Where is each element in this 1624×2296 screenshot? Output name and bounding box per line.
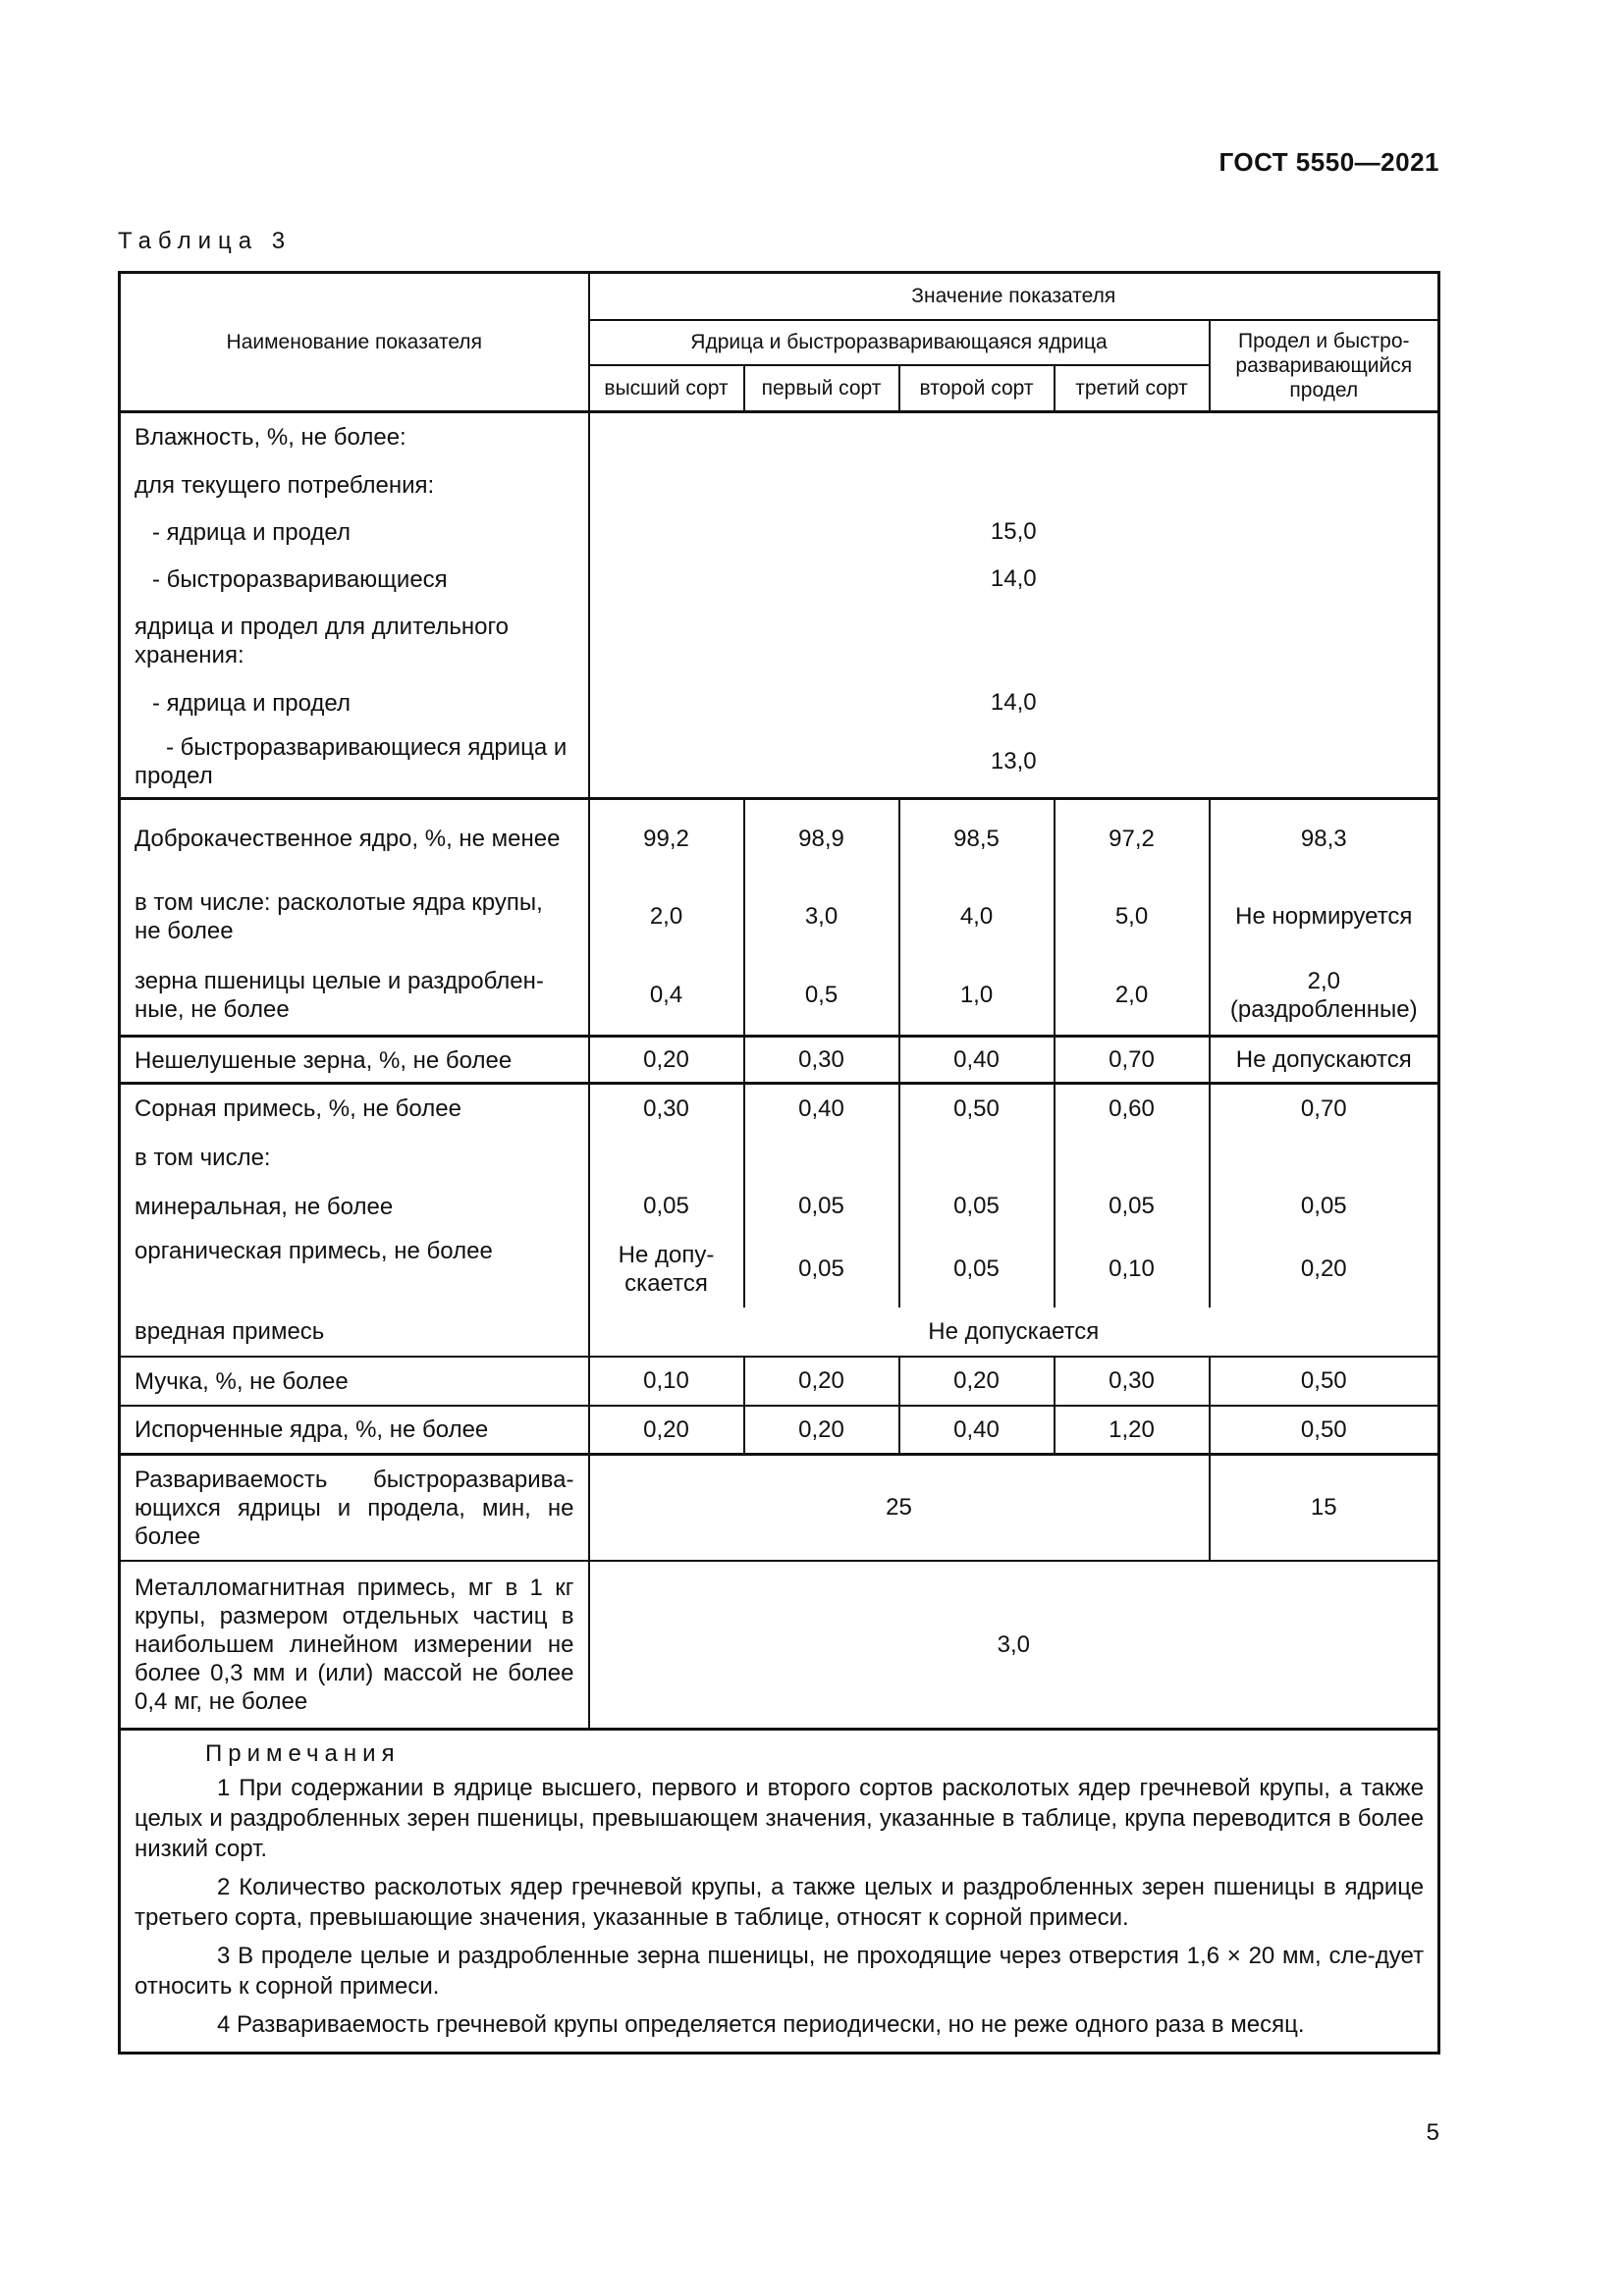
good-kernel-label: Доброкачественное ядро, %, не менее [120, 799, 589, 878]
flour-value-4: 0,30 [1055, 1357, 1210, 1406]
notes-section [120, 1730, 1439, 2054]
good-kernel-value-1: 99,2 [589, 799, 744, 878]
unhusked-value-1: 0,20 [589, 1037, 744, 1084]
flour-value-3: 0,20 [899, 1357, 1055, 1406]
unhusked-value-3: 0,40 [899, 1037, 1055, 1084]
organic-value-4: 0,10 [1055, 1231, 1210, 1308]
unhusked-label: Нешелушеные зерна, %, не более [120, 1037, 589, 1084]
metal-value: 3,0 [589, 1561, 1439, 1730]
spoiled-value-4: 1,20 [1055, 1406, 1210, 1455]
table-caption: Таблица 3 [118, 228, 293, 254]
moisture-title: Влажность, %, не более: [120, 412, 589, 461]
wheat-grain-value-1: 0,4 [589, 956, 744, 1037]
col-header-prodel [1210, 320, 1439, 412]
note-3: 3 В проделе целые и раздробленные зерна пшеницы, не проходящие через отверстия 1,6 × 20 мм, сле-дует относить к сорной примеси. [135, 1943, 1425, 2000]
col-header-grade-1: высший сорт [589, 365, 744, 412]
harmful-label: вредная примесь [120, 1308, 589, 1357]
wheat-grain-value-5 [1210, 956, 1439, 1037]
mineral-value-5: 0,05 [1210, 1182, 1439, 1231]
note-4: 4 Развариваемость гречневой крупы определяется периодически, но не реже одного раза в месяц. [217, 2011, 1305, 2038]
moisture-longterm-kernel-value: 14,0 [589, 679, 1439, 726]
flour-value-1: 0,10 [589, 1357, 744, 1406]
unhusked-value-5: Не допускаются [1210, 1037, 1439, 1084]
moisture-current-kernel-value: 15,0 [589, 508, 1439, 556]
flour-label: Мучка, %, не более [120, 1357, 589, 1406]
mineral-value-2: 0,05 [744, 1182, 899, 1231]
boilability-prodel-value: 15 [1210, 1455, 1439, 1561]
page-number: 5 [1426, 2119, 1439, 2146]
moisture-longterm-quick-label [120, 726, 589, 799]
organic-value-1 [589, 1231, 744, 1308]
mineral-value-3: 0,05 [899, 1182, 1055, 1231]
moisture-current-label: для текущего потребления: [120, 461, 589, 508]
boilability-kernel-value: 25 [589, 1455, 1210, 1561]
col-header-prodel-text: Продел и быстро- разваривающийся продел [1235, 329, 1413, 401]
notes-title: Примечания [205, 1740, 401, 1767]
good-kernel-value-2: 98,9 [744, 799, 899, 878]
col-header-grade-3: второй сорт [899, 365, 1055, 412]
flour-value-5: 0,50 [1210, 1357, 1439, 1406]
wheat-grain-value-4: 2,0 [1055, 956, 1210, 1037]
col-header-grade-2: первый сорт [744, 365, 899, 412]
spoiled-label: Испорченные ядра, %, не более [120, 1406, 589, 1455]
moisture-longterm-quick-text: - быстроразваривающиеся ядрица и продел [135, 734, 568, 790]
split-kernel-value-2: 3,0 [744, 878, 899, 956]
spoiled-value-5: 0,50 [1210, 1406, 1439, 1455]
col-header-kernel: Ядрица и быстроразваривающаяся ядрица [589, 320, 1210, 365]
split-kernel-value-1: 2,0 [589, 878, 744, 956]
wheat-grain-value-2: 0,5 [744, 956, 899, 1037]
boilability-label: Развариваемость быстроразварива-ющихся ядрицы и продела, мин, не более [120, 1455, 589, 1561]
wheat-grain-value-5-text: 2,0 (раздробленные) [1229, 967, 1418, 1023]
split-kernel-label: в том числе: расколотые ядра крупы, не более [120, 878, 589, 956]
moisture-longterm-label: ядрица и продел для длительного хранения: [120, 603, 589, 679]
moisture-longterm-quick-value: 13,0 [589, 726, 1439, 799]
col-header-grade-4: третий сорт [1055, 365, 1210, 412]
organic-value-1-text: Не допу- скается [618, 1241, 715, 1297]
spoiled-value-1: 0,20 [589, 1406, 744, 1455]
moisture-current-quick-value: 14,0 [589, 556, 1439, 603]
spoiled-value-3: 0,40 [899, 1406, 1055, 1455]
moisture-current-quick-label: - быстроразваривающиеся [120, 556, 589, 603]
good-kernel-value-5: 98,3 [1210, 799, 1439, 878]
note-2: 2 Количество расколотых ядер гречневой крупы, а также целых и раздробленных зерен пшеницы в ядрице третьего сорта, превышающие значения, указанные в таблице, относят к сорной примеси. [135, 1874, 1425, 1931]
organic-value-5: 0,20 [1210, 1231, 1439, 1308]
harmful-value: Не допускается [589, 1308, 1439, 1357]
split-kernel-value-3: 4,0 [899, 878, 1055, 956]
wheat-grain-label: зерна пшеницы целые и раздроблен-ные, не более [120, 956, 589, 1037]
weed-label: Сорная примесь, %, не более [120, 1084, 589, 1133]
wheat-grain-value-3: 1,0 [899, 956, 1055, 1037]
unhusked-value-2: 0,30 [744, 1037, 899, 1084]
mineral-value-1: 0,05 [589, 1182, 744, 1231]
organic-value-2: 0,05 [744, 1231, 899, 1308]
document-standard-code: ГОСТ 5550—2021 [1218, 147, 1439, 177]
good-kernel-value-3: 98,5 [899, 799, 1055, 878]
good-kernel-value-4: 97,2 [1055, 799, 1210, 878]
split-kernel-value-5: Не нормируется [1210, 878, 1439, 956]
mineral-label: минеральная, не более [120, 1182, 589, 1231]
weed-value-4: 0,60 [1055, 1084, 1210, 1133]
organic-value-3: 0,05 [899, 1231, 1055, 1308]
weed-value-3: 0,50 [899, 1084, 1055, 1133]
grade-requirements-table [118, 271, 1440, 2055]
weed-value-1: 0,30 [589, 1084, 744, 1133]
weed-incl-label: в том числе: [120, 1133, 589, 1182]
metal-label: Металломагнитная примесь, мг в 1 кг крупы, размером отдельных частиц в наибольшем линейном измерении не более 0,3 мм и (или) массой не более 0,4 мг, не более [120, 1561, 589, 1730]
weed-value-5: 0,70 [1210, 1084, 1439, 1133]
col-header-indicator: Наименование показателя [120, 273, 589, 412]
organic-label: органическая примесь, не более [120, 1231, 589, 1308]
col-header-value: Значение показателя [589, 273, 1439, 320]
moisture-longterm-kernel-label: - ядрица и продел [120, 679, 589, 726]
split-kernel-value-4: 5,0 [1055, 878, 1210, 956]
spoiled-value-2: 0,20 [744, 1406, 899, 1455]
weed-value-2: 0,40 [744, 1084, 899, 1133]
moisture-current-kernel-label: - ядрица и продел [120, 508, 589, 556]
flour-value-2: 0,20 [744, 1357, 899, 1406]
mineral-value-4: 0,05 [1055, 1182, 1210, 1231]
note-1: 1 При содержании в ядрице высшего, первого и второго сортов расколотых ядер гречневой крупы, а также целых и раздробленных зерен пшеницы, превышающем значения, указанные в таблице, крупа переводится в более низкий сорт. [135, 1775, 1425, 1862]
unhusked-value-4: 0,70 [1055, 1037, 1210, 1084]
